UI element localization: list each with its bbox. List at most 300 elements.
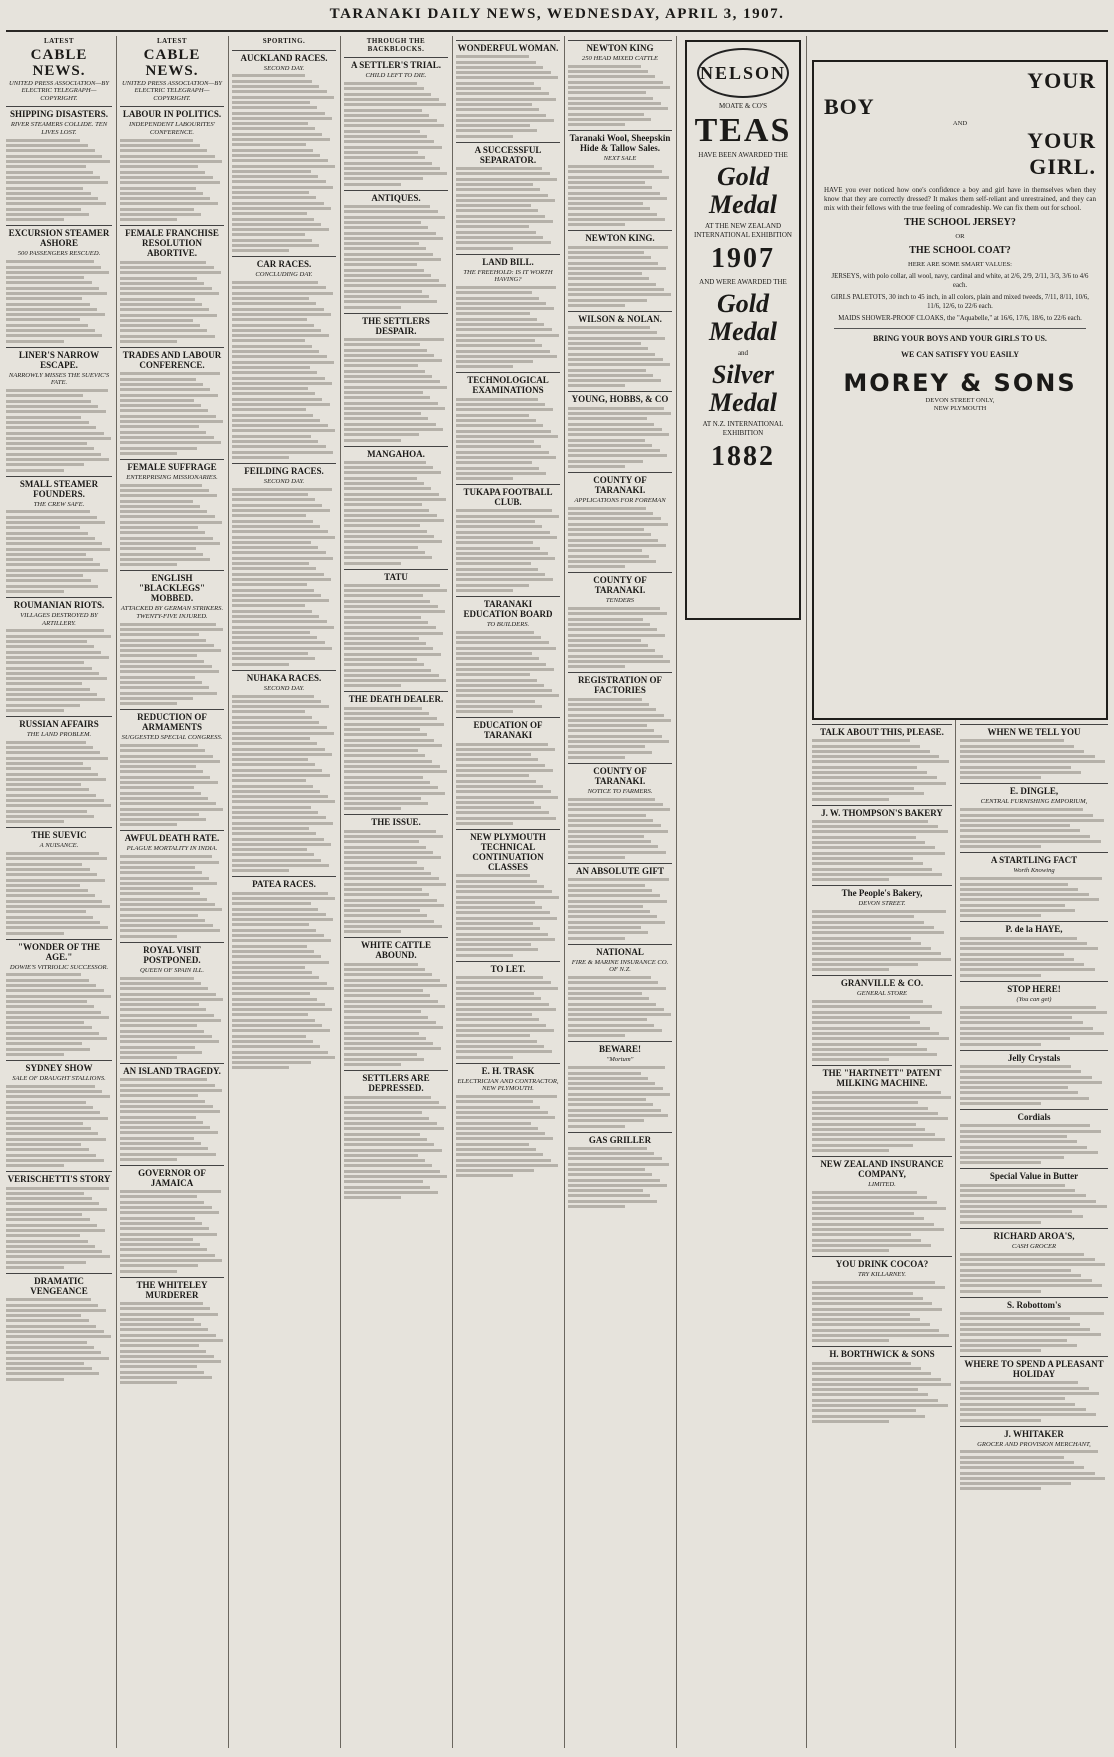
text-line (344, 904, 444, 907)
text-line (232, 1019, 315, 1022)
text-line (120, 176, 213, 179)
section-body (812, 1000, 952, 1061)
text-line (568, 639, 641, 642)
text-line (6, 400, 91, 403)
text-line (232, 955, 321, 958)
section-heading: DRAMATIC VENGEANCE (6, 1273, 112, 1296)
text-line (120, 563, 177, 566)
text-line (568, 623, 650, 626)
text-line (344, 146, 442, 149)
text-line (344, 162, 432, 165)
school-jersey: THE SCHOOL JERSEY? (904, 217, 1016, 228)
firm-name: MOREY & SONS (843, 368, 1077, 397)
text-line (232, 939, 331, 942)
text-line (456, 1013, 532, 1016)
text-line (120, 1137, 194, 1140)
text-line (6, 281, 92, 284)
text-line (456, 440, 534, 443)
text-line (232, 753, 332, 756)
text-line (568, 251, 644, 254)
text-line (456, 817, 556, 820)
text-line (960, 766, 1071, 769)
text-line (120, 340, 177, 343)
text-line (812, 766, 917, 769)
section-heading: THE WHITELEY MURDERER (120, 1277, 224, 1300)
text-line (344, 632, 443, 635)
text-line (6, 542, 102, 545)
text-line (120, 282, 204, 285)
text-line (6, 799, 104, 802)
text-line (456, 520, 535, 523)
text-line (120, 431, 206, 434)
text-line (6, 1164, 64, 1167)
text-line (456, 769, 553, 772)
text-line (344, 274, 431, 277)
text-line (568, 326, 650, 329)
text-line (456, 430, 551, 433)
text-line (812, 1318, 920, 1321)
text-line (120, 676, 195, 679)
text-line (120, 202, 218, 205)
text-line (6, 1192, 84, 1195)
text-line (960, 1317, 1070, 1320)
text-line (344, 856, 441, 859)
text-line (6, 421, 89, 424)
text-line (812, 1032, 939, 1035)
section-subheading: THE CREW SAFE. (33, 500, 85, 508)
text-line (812, 1149, 889, 1152)
text-line (568, 113, 644, 116)
text-line (456, 917, 557, 920)
text-line (344, 888, 422, 891)
text-line (456, 509, 552, 512)
section-subheading: CASH GROCER (1011, 1242, 1057, 1250)
text-line (232, 419, 320, 422)
text-line (232, 583, 307, 586)
text-line (456, 236, 543, 239)
text-line (568, 1194, 650, 1197)
text-line (456, 657, 539, 660)
text-line (6, 873, 97, 876)
text-line (456, 360, 533, 363)
text-line (232, 610, 312, 613)
text-line (960, 1253, 1084, 1256)
section-subheading: SECOND DAY. (263, 64, 305, 72)
section-heading: CAR RACES. (232, 256, 336, 269)
text-line (960, 745, 1074, 748)
text-line (120, 1302, 203, 1305)
text-line (960, 760, 1105, 763)
text-line (568, 992, 642, 995)
text-line (6, 1304, 98, 1307)
text-line (456, 801, 534, 804)
column-9-sections (960, 724, 1108, 1490)
text-line (568, 170, 662, 173)
text-line (344, 679, 446, 682)
text-line (456, 938, 555, 941)
text-line (120, 489, 209, 492)
text-line (6, 579, 91, 582)
section-subheading: Worth Knowing (1013, 867, 1055, 875)
text-line (232, 721, 319, 724)
text-line (6, 271, 109, 274)
section-body (120, 977, 224, 1059)
text-line (568, 517, 661, 520)
text-line (6, 187, 83, 190)
text-line (344, 765, 440, 768)
text-line (812, 947, 931, 950)
section-subheading: NARROWLY MISSES THE SUEVIC'S FATE. (8, 371, 110, 387)
text-line (344, 284, 446, 287)
text-line (568, 894, 660, 897)
text-line (568, 423, 654, 426)
text-line (6, 672, 99, 675)
text-line (6, 1197, 92, 1200)
text-line (6, 1213, 82, 1216)
text-line (120, 187, 196, 190)
text-line (456, 435, 558, 438)
text-line (960, 1215, 1083, 1218)
text-line (960, 1210, 1072, 1213)
text-line (120, 1190, 221, 1193)
text-line (344, 1058, 424, 1061)
text-line (120, 786, 194, 789)
text-line (568, 262, 658, 265)
text-line (120, 1195, 197, 1198)
text-line (6, 553, 86, 556)
section-body (568, 407, 672, 468)
text-line (568, 649, 655, 652)
text-line (6, 783, 81, 786)
section-heading: SYDNEY SHOW (6, 1060, 112, 1073)
text-line (232, 626, 334, 629)
text-line (960, 958, 1074, 961)
column-1-sections (6, 106, 112, 1380)
text-line (812, 1101, 918, 1104)
text-line (344, 183, 401, 186)
text-line (6, 900, 102, 903)
section-body (6, 510, 112, 592)
text-line (456, 472, 546, 475)
text-line (568, 507, 646, 510)
text-line (344, 717, 437, 720)
text-line (568, 454, 667, 457)
text-line (344, 807, 401, 810)
text-line (232, 520, 313, 523)
text-line (344, 1063, 401, 1066)
text-line (6, 160, 110, 163)
text-line (232, 403, 330, 406)
text-line (344, 477, 417, 480)
section-heading: TO LET. (456, 961, 560, 974)
text-line (6, 1132, 98, 1135)
text-line (812, 1112, 938, 1115)
text-line (960, 1472, 1095, 1475)
and: AND (952, 120, 968, 127)
text-line (344, 216, 445, 219)
text-line (6, 879, 105, 882)
text-line (960, 1408, 1086, 1411)
section-heading: ENGLISH "BLACKLEGS" MOBBED. (120, 570, 224, 603)
text-line (232, 599, 329, 602)
text-line (568, 449, 660, 452)
text-line (960, 1392, 1099, 1395)
section-heading: P. de la HAYE, (960, 921, 1108, 934)
text-line (568, 1168, 645, 1171)
section-subheading: TENDERS (605, 597, 635, 605)
text-line (6, 698, 105, 701)
text-line (456, 172, 550, 175)
text-line (568, 331, 657, 334)
text-line (232, 908, 318, 911)
text-line (120, 1344, 199, 1347)
text-line (6, 334, 102, 337)
text-line (456, 1003, 549, 1006)
text-line (568, 533, 651, 536)
text-line (568, 337, 665, 340)
text-line (456, 82, 534, 85)
text-line (232, 950, 314, 953)
text-line (120, 792, 201, 795)
text-line (812, 1239, 921, 1242)
text-line (6, 751, 100, 754)
section-body (120, 1078, 224, 1160)
text-line (960, 937, 1077, 940)
text-line (6, 788, 89, 791)
text-line (344, 135, 427, 138)
section-subheading: RIVER STEAMERS COLLIDE. TEN LIVES LOST. (10, 121, 108, 136)
text-line (812, 910, 946, 913)
text-line (232, 350, 319, 353)
text-line (120, 447, 197, 450)
text-line (6, 1026, 92, 1029)
text-line (232, 525, 320, 528)
school-coat: THE SCHOOL COAT? (909, 245, 1011, 256)
intro-paragraph: HAVE you ever noticed how one's confidence a boy and girl have in themselves when they know that they are correctly dressed? It makes them self-reliant and unrestrained, and they can mix with their fellows with the true feeling of comradeship. We can fix them out for school. (824, 186, 1096, 212)
text-line (232, 165, 335, 168)
text-line (960, 1284, 1102, 1287)
text-line (812, 830, 948, 833)
text-line (568, 299, 647, 302)
text-line (6, 1032, 99, 1035)
text-line (232, 827, 309, 830)
text-line (812, 1308, 942, 1311)
text-line (232, 843, 331, 846)
text-line (568, 186, 652, 189)
text-line (344, 93, 431, 96)
section-heading: YOUNG, HOBBS, & CO (568, 391, 672, 404)
masthead: TARANAKI DAILY NEWS, WEDNESDAY, APRIL 3, 1907. (329, 6, 785, 22)
text-line (6, 1053, 64, 1056)
text-line (344, 669, 431, 672)
sporting-heading: SPORTING. (262, 37, 306, 45)
text-line (344, 1106, 446, 1109)
section-heading: EDUCATION OF TARANAKI (456, 717, 560, 740)
text-line (960, 808, 1083, 811)
text-line (232, 832, 316, 835)
text-line (344, 407, 445, 410)
text-line (344, 733, 427, 736)
text-line (568, 1152, 654, 1155)
text-line (120, 1381, 177, 1384)
text-line (232, 620, 327, 623)
text-line (6, 590, 64, 593)
text-line (120, 1121, 203, 1124)
text-line (120, 171, 205, 174)
text-line (6, 287, 99, 290)
text-line (120, 855, 212, 858)
text-line (568, 86, 670, 89)
text-line (344, 830, 436, 833)
text-line (960, 1403, 1075, 1406)
text-line (6, 910, 86, 913)
text-line (812, 1217, 924, 1220)
text-line (232, 785, 313, 788)
text-line (120, 1051, 202, 1054)
text-line (232, 90, 327, 93)
text-line (344, 306, 401, 309)
text-line (812, 931, 944, 934)
text-line (812, 857, 913, 860)
text-line (232, 445, 326, 448)
text-line (960, 968, 1095, 971)
text-line (812, 1138, 945, 1141)
section-body (960, 739, 1108, 779)
text-line (812, 1329, 939, 1332)
text-line (568, 714, 664, 717)
text-line (456, 562, 531, 565)
text-line (232, 541, 311, 544)
text-line (232, 546, 318, 549)
section-heading: E. DINGLE, (960, 783, 1108, 796)
section-subheading: TRY KILLARNEY. (857, 1271, 906, 1279)
section-heading: "WONDER OF THE AGE." (6, 939, 112, 962)
text-line (6, 276, 84, 279)
section-heading: THE "HARTNETT" PATENT MILKING MACHINE. (812, 1065, 952, 1088)
text-line (812, 1191, 917, 1194)
text-line (6, 563, 100, 566)
text-line (6, 303, 90, 306)
text-line (960, 1124, 1090, 1127)
text-line (568, 1147, 647, 1150)
text-line (6, 884, 80, 887)
text-line (568, 997, 649, 1000)
text-line (232, 233, 305, 236)
text-line (568, 218, 665, 221)
text-line (6, 318, 80, 321)
section-subheading: LIMITED. (868, 1181, 896, 1188)
text-line (344, 835, 443, 838)
text-line (120, 409, 208, 412)
cable-news-headline: CABLE NEWS. (30, 46, 88, 79)
text-line (120, 866, 195, 869)
text-line (232, 779, 306, 782)
text-line (232, 302, 316, 305)
text-line (960, 1323, 1080, 1326)
text-line (568, 889, 652, 892)
text-line (812, 739, 910, 742)
text-line (232, 795, 328, 798)
text-line (232, 101, 310, 104)
column-3-sections (232, 50, 336, 1070)
text-line (232, 737, 310, 740)
text-line (120, 1371, 204, 1374)
text-line (6, 1255, 110, 1258)
text-line (344, 1175, 447, 1178)
text-line (456, 694, 559, 697)
section-body (960, 808, 1108, 848)
section-heading: AUCKLAND RACES. (232, 50, 336, 63)
text-line (568, 197, 667, 200)
text-line (232, 971, 312, 974)
text-line (344, 253, 433, 256)
text-line (568, 1066, 665, 1069)
text-line (812, 1123, 916, 1126)
text-line (6, 144, 88, 147)
section-heading: FEILDING RACES. (232, 463, 336, 476)
text-line (568, 814, 646, 817)
text-line (456, 61, 536, 64)
text-line (344, 124, 444, 127)
text-line (812, 1196, 927, 1199)
text-line (344, 498, 446, 501)
text-line (344, 909, 420, 912)
text-line (960, 893, 1089, 896)
text-line (344, 684, 401, 687)
text-line (120, 760, 220, 763)
text-line (120, 1328, 208, 1331)
text-line (232, 281, 318, 284)
text-line (6, 815, 94, 818)
text-line (6, 651, 101, 654)
text-line (120, 776, 210, 779)
text-line (344, 1159, 425, 1162)
text-line (960, 840, 1101, 843)
text-line (960, 953, 1064, 956)
text-line (6, 656, 109, 659)
text-line (812, 1228, 944, 1231)
text-line (960, 771, 1081, 774)
text-line (6, 329, 95, 332)
text-line (568, 884, 645, 887)
text-line (812, 952, 941, 955)
text-line (568, 512, 653, 515)
masthead-rule (6, 30, 1108, 32)
text-line (232, 324, 314, 327)
text-line (120, 558, 210, 561)
text-line (120, 670, 219, 673)
section-subheading: INDEPENDENT LABOURITES' CONFERENCE. (128, 121, 216, 136)
text-line (6, 574, 83, 577)
text-line (456, 811, 549, 814)
text-line (232, 382, 332, 385)
text-line (568, 1018, 647, 1021)
text-line (120, 1211, 219, 1214)
text-line (232, 966, 305, 969)
text-line (232, 292, 333, 295)
section-heading: WHITE CATTLE ABOUND. (344, 937, 448, 960)
section-body (456, 631, 560, 713)
text-line (568, 539, 658, 542)
text-line (568, 1082, 655, 1085)
text-line (232, 615, 319, 618)
text-line (344, 1021, 436, 1024)
text-line (232, 816, 326, 819)
text-line (120, 394, 218, 397)
girl: GIRL. (1029, 154, 1096, 179)
text-line (120, 505, 200, 508)
section-body (456, 743, 560, 825)
